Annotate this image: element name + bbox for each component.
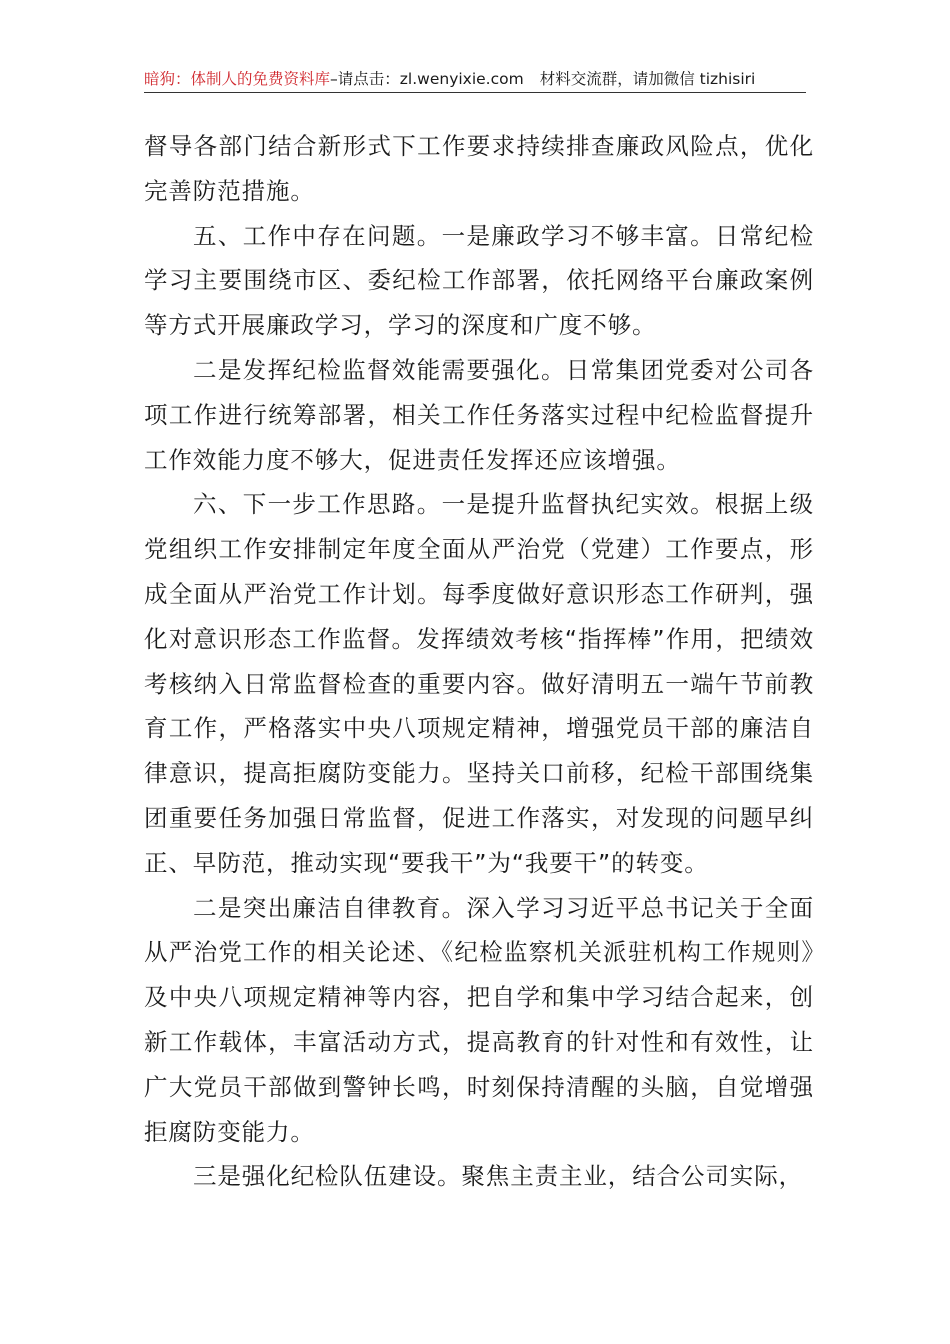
paragraph-integrity-education: 二是突出廉洁自律教育。深入学习习近平总书记关于全面从严治党工作的相关论述、《纪检监察机关派驻机构工作规则》及中央八项规定精神等内容，把自学和集中学习结合起来，创新工作载体，丰富活动方式，提高教育的针对性和有效性，让广大党员干部做到警钟长鸣，时刻保持清醒的头脑，自觉增强拒腐防变能力。 bbox=[144, 893, 814, 1146]
header-click-prompt: –请点击： bbox=[330, 70, 400, 88]
header-url-link[interactable]: zl.wenyixie.com bbox=[399, 70, 524, 88]
paragraph-section-six: 六、下一步工作思路。一是提升监督执纪实效。根据上级党组织工作安排制定年度全面从严治党（党建）工作要点，形成全面从严治党工作计划。每季度做好意识形态工作研判，强化对意识形态工作监督。发挥绩效考核“指挥棒”作用，把绩效考核纳入日常监督检查的重要内容。做好清明五一端午节前教育工作，严格落实中央八项规定精神，增强党员干部的廉洁自律意识，提高拒腐防变能力。坚持关口前移，纪检干部围绕集团重要任务加强日常监督，促进工作落实，对发现的问题早纠正、早防范，推动实现“要我干”为“我要干”的转变。 bbox=[144, 490, 814, 877]
header-group-note: 材料交流群，请加微信 tizhisiri bbox=[539, 70, 756, 88]
document-body bbox=[144, 124, 814, 1199]
paragraph-section-five: 五、工作中存在问题。一是廉政学习不够丰富。日常纪检学习主要围绕市区、委纪检工作部署，依托网络平台廉政案例等方式开展廉政学习，学习的深度和广度不够。 bbox=[144, 221, 814, 340]
page-header bbox=[144, 66, 806, 93]
paragraph-team-building: 三是强化纪检队伍建设。聚焦主责主业，结合公司实际， bbox=[193, 1162, 803, 1191]
paragraph-supervision: 二是发挥纪检监督效能需要强化。日常集团党委对公司各项工作进行统筹部署，相关工作任务落实过程中纪检监督提升工作效能力度不够大，促进责任发挥还应该增强。 bbox=[144, 355, 814, 474]
paragraph-continuation: 督导各部门结合新形式下工作要求持续排查廉政风险点，优化完善防范措施。 bbox=[144, 132, 814, 205]
header-brand: 暗狗：体制人的免费资料库 bbox=[144, 70, 331, 88]
